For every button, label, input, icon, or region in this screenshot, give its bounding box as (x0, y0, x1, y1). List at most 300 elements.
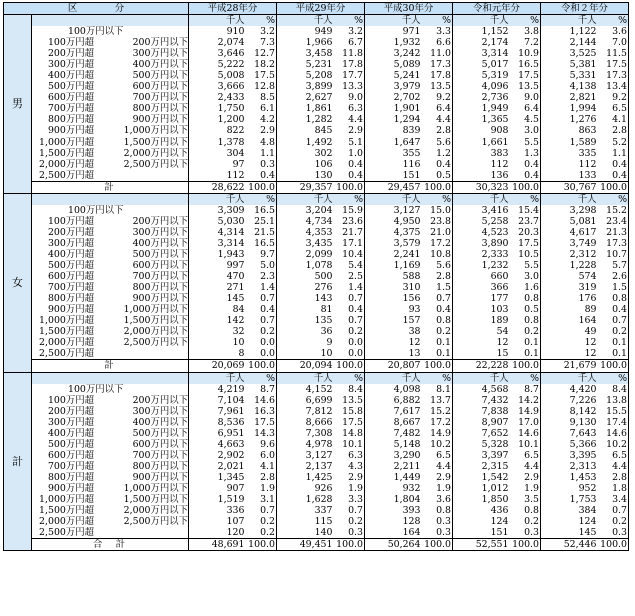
pct-cell: 2.9 (335, 125, 365, 136)
income-band-label (32, 205, 189, 216)
pct-cell: 0.3 (423, 527, 453, 539)
total-count-cell: 50,264 (365, 539, 423, 551)
pct-cell: 1.4 (247, 282, 277, 293)
count-cell: 9,130 (569, 416, 597, 428)
pct-cell: 20.3 (511, 227, 541, 238)
pct-cell: 0.4 (423, 159, 453, 170)
pct-cell: 8.7 (247, 384, 277, 395)
pct-cell: 4.3 (335, 461, 365, 472)
pct-cell: 9.0 (335, 92, 365, 103)
count-cell: 1,294 (393, 114, 421, 126)
count-cell: 276 (314, 282, 333, 294)
pct-cell: 2.3 (247, 271, 277, 282)
band-upper: 700万円以下 (132, 92, 188, 104)
pct-cell: 4.4 (335, 114, 365, 125)
income-band-label (32, 516, 189, 527)
pct-cell: 4.1 (599, 114, 629, 125)
pct-cell: 13.8 (599, 395, 629, 406)
pct-cell: 6.1 (247, 103, 277, 114)
band-lower: 900万円超 (47, 125, 94, 137)
count-cell: 4,138 (569, 81, 597, 93)
count-cell: 3,579 (393, 237, 421, 249)
total-pct-cell: 100.0 (512, 181, 539, 193)
band-upper: 600万円以下 (132, 438, 188, 450)
count-cell: 4,523 (481, 226, 509, 238)
unit-pct: % (247, 15, 277, 27)
pct-cell: 0.2 (247, 527, 277, 539)
pct-cell: 4.4 (423, 114, 453, 125)
table-row (4, 282, 629, 293)
total-row (4, 181, 629, 193)
band-lower: 200万円超 (47, 226, 94, 238)
count-cell: 6,882 (393, 394, 421, 406)
pct-cell: 13.4 (599, 81, 629, 92)
pct-cell: 2.9 (335, 472, 365, 483)
count-cell: 1,519 (217, 494, 245, 506)
total-pct-cell: 100.0 (336, 539, 363, 551)
pct-cell: 0.8 (423, 505, 453, 516)
pct-cell: 2.9 (247, 125, 277, 136)
income-band-label (32, 26, 189, 37)
pct-cell: 14.8 (335, 428, 365, 439)
band-lower: 200万円超 (47, 48, 94, 60)
unit-count: 千人 (453, 15, 511, 27)
pct-cell: 2.8 (599, 472, 629, 483)
table-row (4, 293, 629, 304)
count-cell: 4,098 (393, 383, 421, 395)
income-distribution-table (3, 2, 629, 551)
income-band-label (32, 216, 189, 227)
pct-cell: 17.3 (423, 59, 453, 70)
year-header: 令和元年分 (453, 3, 541, 15)
pct-cell: 7.0 (599, 37, 629, 48)
band-upper: 400万円以下 (132, 416, 188, 428)
count-cell: 145 (226, 293, 245, 305)
total-pct-cell: 100.0 (600, 181, 627, 193)
count-cell: 910 (226, 26, 245, 38)
count-cell: 384 (578, 505, 597, 517)
count-cell: 5,030 (217, 215, 245, 227)
count-cell: 3,899 (305, 81, 333, 93)
count-cell: 2,144 (569, 37, 597, 49)
pct-cell: 3.6 (423, 494, 453, 505)
table-row (4, 137, 629, 148)
count-cell: 7,838 (481, 405, 509, 417)
pct-cell: 0.7 (335, 315, 365, 326)
count-cell: 177 (490, 293, 509, 305)
table-row (4, 461, 629, 472)
band-lower: 100万円超 (47, 215, 94, 227)
count-cell: 863 (578, 125, 597, 137)
count-cell: 7,652 (481, 427, 509, 439)
income-band-label (32, 227, 189, 238)
table-row (4, 406, 629, 417)
pct-cell: 12.7 (247, 48, 277, 59)
band-lower: 600万円超 (47, 449, 94, 461)
band-lower: 700万円超 (47, 282, 94, 294)
total-count-cell: 20,807 (365, 360, 423, 372)
pct-cell: 0.8 (511, 505, 541, 516)
band-lower: 400万円超 (47, 70, 94, 82)
pct-cell: 6.5 (599, 450, 629, 461)
pct-cell: 17.4 (599, 417, 629, 428)
unit-row-label (32, 193, 189, 205)
band-upper: 2,500万円以下 (123, 516, 188, 528)
pct-cell: 16.5 (247, 238, 277, 249)
count-cell: 3,309 (217, 204, 245, 216)
table-row (4, 326, 629, 337)
table-row (4, 249, 629, 260)
pct-cell: 4.4 (423, 461, 453, 472)
pct-cell: 1.5 (599, 282, 629, 293)
count-cell: 176 (578, 293, 597, 305)
pct-cell: 2.8 (247, 472, 277, 483)
table-row (4, 450, 629, 461)
category-header: 区 分 (4, 3, 189, 15)
pct-cell: 0.2 (423, 326, 453, 337)
band-upper: 300万円以下 (132, 405, 188, 417)
unit-pct: % (423, 372, 453, 384)
pct-cell: 0.7 (423, 293, 453, 304)
pct-cell: 1.1 (599, 148, 629, 159)
count-cell: 38 (408, 326, 421, 338)
count-cell: 310 (402, 282, 421, 294)
band-lower: 900万円超 (47, 304, 94, 316)
band-lower: 300万円超 (47, 237, 94, 249)
table-row (4, 37, 629, 48)
pct-cell: 0.8 (599, 293, 629, 304)
count-cell: 1,492 (305, 136, 333, 148)
unit-row (4, 193, 629, 205)
count-cell: 106 (314, 158, 333, 170)
total-count-cell: 30,323 (453, 181, 511, 193)
pct-cell: 3.6 (599, 26, 629, 37)
pct-cell: 3.2 (247, 26, 277, 37)
count-cell: 1,932 (393, 37, 421, 49)
band-upper: 300万円以下 (132, 226, 188, 238)
year-header: 平成30年分 (365, 3, 453, 15)
pct-cell: 15.5 (599, 406, 629, 417)
band-upper: 2,500万円以下 (123, 337, 188, 349)
table-row (4, 417, 629, 428)
count-cell: 4,420 (569, 383, 597, 395)
income-band-label (32, 293, 189, 304)
pct-cell: 0.0 (335, 348, 365, 360)
pct-cell: 17.2 (423, 417, 453, 428)
count-cell: 145 (578, 527, 597, 539)
band-lower: 700万円超 (47, 103, 94, 115)
table-row (4, 527, 629, 539)
band-lower: 800万円超 (47, 293, 94, 305)
pct-cell: 0.5 (423, 170, 453, 182)
total-pct-cell: 100.0 (424, 181, 451, 193)
band-upper: 500万円以下 (132, 248, 188, 260)
count-cell: 5,328 (481, 438, 509, 450)
count-cell: 1,861 (305, 103, 333, 115)
income-band-label (32, 114, 189, 125)
pct-cell: 5.4 (335, 260, 365, 271)
pct-cell: 0.3 (423, 516, 453, 527)
pct-cell: 3.5 (511, 494, 541, 505)
count-cell: 1,750 (217, 103, 245, 115)
unit-pct: % (599, 372, 629, 384)
pct-cell: 0.4 (599, 304, 629, 315)
count-cell: 2,902 (217, 449, 245, 461)
count-cell: 54 (496, 326, 509, 338)
pct-cell: 8.1 (423, 384, 453, 395)
count-cell: 1,589 (569, 136, 597, 148)
count-cell: 337 (314, 505, 333, 517)
count-cell: 115 (314, 516, 333, 528)
band-lower: 1,000万円超 (39, 494, 94, 506)
band-lower: 900万円超 (47, 482, 94, 494)
count-cell: 112 (226, 169, 245, 181)
count-cell: 4,096 (481, 81, 509, 93)
count-cell: 3,204 (305, 204, 333, 216)
pct-cell: 10.4 (335, 249, 365, 260)
total-pct-cell: 100.0 (600, 539, 627, 551)
count-cell: 336 (226, 505, 245, 517)
count-cell: 13 (408, 348, 421, 360)
band-lower: 2,500万円超 (39, 169, 94, 181)
count-cell: 2,099 (305, 248, 333, 260)
count-cell: 124 (578, 516, 597, 528)
income-band-label (32, 137, 189, 148)
pct-cell: 2.8 (423, 125, 453, 136)
count-cell: 12 (496, 337, 509, 349)
count-cell: 120 (226, 527, 245, 539)
count-cell: 3,435 (305, 237, 333, 249)
pct-cell: 0.7 (247, 505, 277, 516)
group-label: 女 (4, 193, 32, 372)
table-row (4, 170, 629, 182)
pct-cell: 8.7 (511, 384, 541, 395)
band-lower: 100万円超 (47, 394, 94, 406)
pct-cell: 16.3 (247, 406, 277, 417)
count-cell: 500 (314, 271, 333, 283)
income-band-label (32, 37, 189, 48)
income-band-label (32, 406, 189, 417)
pct-cell: 0.2 (335, 326, 365, 337)
unit-count: 千人 (453, 372, 511, 384)
pct-cell: 0.8 (511, 315, 541, 326)
band-upper: 1,000万円以下 (123, 125, 188, 137)
pct-cell: 21.3 (599, 227, 629, 238)
count-cell: 2,211 (393, 460, 421, 472)
band-upper: 2,500万円以下 (123, 158, 188, 170)
count-cell: 3,127 (305, 449, 333, 461)
band-lower: 500万円超 (47, 260, 94, 272)
count-cell: 32 (232, 326, 245, 338)
pct-cell: 0.2 (599, 516, 629, 527)
unit-pct: % (511, 193, 541, 205)
band-lower: 700万円超 (47, 460, 94, 472)
count-cell: 926 (314, 482, 333, 494)
count-cell: 3,416 (481, 204, 509, 216)
table-row (4, 92, 629, 103)
unit-pct: % (335, 193, 365, 205)
pct-cell: 6.4 (511, 103, 541, 114)
pct-cell: 10.9 (511, 48, 541, 59)
income-band-label (32, 384, 189, 395)
count-cell: 97 (232, 158, 245, 170)
count-cell: 1,949 (481, 103, 509, 115)
pct-cell: 23.4 (599, 216, 629, 227)
count-cell: 1,152 (481, 26, 509, 38)
pct-cell: 3.0 (511, 271, 541, 282)
count-cell: 1,994 (569, 103, 597, 115)
pct-cell: 8.4 (599, 384, 629, 395)
count-cell: 3,979 (393, 81, 421, 93)
count-cell: 5,258 (481, 215, 509, 227)
count-cell: 5,081 (569, 215, 597, 227)
count-cell: 7,432 (481, 394, 509, 406)
count-cell: 2,627 (305, 92, 333, 104)
pct-cell: 9.0 (511, 92, 541, 103)
count-cell: 5,231 (305, 59, 333, 71)
count-cell: 574 (578, 271, 597, 283)
income-band-label (32, 48, 189, 59)
pct-cell: 0.0 (335, 337, 365, 348)
pct-cell: 4.8 (247, 137, 277, 148)
band-lower: 1,000万円超 (39, 136, 94, 148)
pct-cell: 0.0 (247, 348, 277, 360)
band-upper: 100万円以下 (68, 383, 124, 395)
table-row (4, 494, 629, 505)
band-upper: 400万円以下 (132, 59, 188, 71)
table-row (4, 103, 629, 114)
pct-cell: 17.1 (335, 238, 365, 249)
count-cell: 151 (402, 169, 421, 181)
table-row (4, 348, 629, 360)
count-cell: 588 (402, 271, 421, 283)
total-pct-cell: 100.0 (248, 360, 275, 372)
count-cell: 1,453 (569, 471, 597, 483)
income-band-label (32, 483, 189, 494)
pct-cell: 0.4 (599, 159, 629, 170)
pct-cell: 0.5 (511, 304, 541, 315)
count-cell: 189 (490, 315, 509, 327)
income-band-label (32, 249, 189, 260)
unit-row (4, 372, 629, 384)
band-lower: 2,000万円超 (39, 516, 94, 528)
unit-pct: % (247, 372, 277, 384)
table-row (4, 148, 629, 159)
count-cell: 907 (226, 482, 245, 494)
table-row (4, 483, 629, 494)
table-row (4, 315, 629, 326)
count-cell: 1,943 (217, 248, 245, 260)
pct-cell: 3.3 (423, 26, 453, 37)
count-cell: 2,736 (481, 92, 509, 104)
table-row (4, 384, 629, 395)
pct-cell: 17.8 (335, 59, 365, 70)
pct-cell: 15.4 (511, 205, 541, 216)
count-cell: 4,617 (569, 226, 597, 238)
pct-cell: 0.2 (599, 326, 629, 337)
pct-cell: 14.9 (423, 428, 453, 439)
pct-cell: 11.5 (599, 48, 629, 59)
pct-cell: 2.8 (423, 271, 453, 282)
count-cell: 116 (402, 158, 421, 170)
pct-cell: 11.0 (423, 48, 453, 59)
unit-pct: % (511, 15, 541, 27)
count-cell: 5,331 (569, 70, 597, 82)
count-cell: 2,174 (481, 37, 509, 49)
unit-count: 千人 (541, 372, 599, 384)
count-cell: 3,298 (569, 204, 597, 216)
total-count-cell: 21,679 (541, 360, 599, 372)
count-cell: 5,008 (217, 70, 245, 82)
pct-cell: 3.3 (335, 494, 365, 505)
pct-cell: 14.3 (247, 428, 277, 439)
pct-cell: 11.8 (335, 48, 365, 59)
band-upper: 800万円以下 (132, 103, 188, 115)
year-header: 令和２年分 (541, 3, 629, 15)
count-cell: 7,961 (217, 405, 245, 417)
band-upper: 600万円以下 (132, 260, 188, 272)
pct-cell: 17.7 (335, 70, 365, 81)
pct-cell: 21.5 (247, 227, 277, 238)
total-pct-cell: 100.0 (248, 181, 275, 193)
pct-cell: 21.0 (423, 227, 453, 238)
group-label: 計 (4, 372, 32, 551)
pct-cell: 0.4 (247, 170, 277, 182)
count-cell: 124 (490, 516, 509, 528)
count-cell: 1,647 (393, 136, 421, 148)
count-cell: 81 (320, 304, 333, 316)
unit-pct: % (511, 372, 541, 384)
count-cell: 3,397 (481, 449, 509, 461)
count-cell: 164 (402, 527, 421, 539)
count-cell: 366 (490, 282, 509, 294)
income-band-label (32, 417, 189, 428)
unit-pct: % (599, 193, 629, 205)
table-row (4, 81, 629, 92)
count-cell: 3,666 (217, 81, 245, 93)
count-cell: 4,734 (305, 215, 333, 227)
count-cell: 151 (490, 527, 509, 539)
count-cell: 1,200 (217, 114, 245, 126)
pct-cell: 3.4 (599, 494, 629, 505)
pct-cell: 16.5 (511, 59, 541, 70)
unit-count: 千人 (189, 15, 247, 27)
income-band-label (32, 125, 189, 136)
pct-cell: 21.7 (335, 227, 365, 238)
pct-cell: 1.3 (511, 148, 541, 159)
pct-cell: 10.1 (511, 439, 541, 450)
count-cell: 660 (490, 271, 509, 283)
pct-cell: 6.5 (511, 450, 541, 461)
table-row (4, 472, 629, 483)
count-cell: 112 (490, 158, 509, 170)
count-cell: 5,366 (569, 438, 597, 450)
table-row (4, 271, 629, 282)
pct-cell: 9.7 (247, 249, 277, 260)
count-cell: 355 (402, 147, 421, 159)
pct-cell: 4.4 (511, 461, 541, 472)
income-band-label (32, 326, 189, 337)
pct-cell: 16.5 (247, 205, 277, 216)
count-cell: 157 (402, 315, 421, 327)
pct-cell: 0.3 (599, 527, 629, 539)
count-cell: 335 (578, 147, 597, 159)
pct-cell: 0.1 (511, 348, 541, 360)
count-cell: 845 (314, 125, 333, 137)
pct-cell: 1.5 (423, 282, 453, 293)
band-lower: 600万円超 (47, 92, 94, 104)
pct-cell: 5.0 (247, 260, 277, 271)
